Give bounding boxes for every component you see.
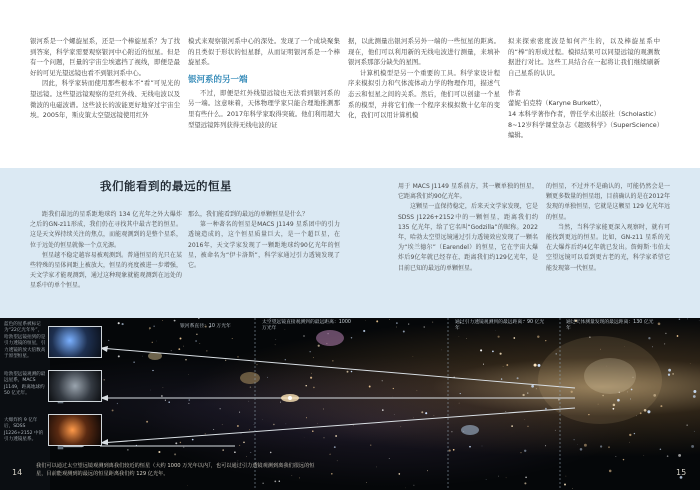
star: [239, 445, 240, 446]
star: [189, 399, 191, 401]
star: [243, 442, 245, 444]
feature-column-4: [546, 182, 670, 314]
star: [112, 409, 114, 411]
star: [366, 482, 367, 483]
star: [241, 433, 242, 434]
star: [501, 378, 502, 379]
feature-column-2: [188, 210, 340, 314]
star: [351, 337, 352, 338]
star: [525, 419, 526, 420]
star: [538, 364, 541, 367]
star: [572, 488, 573, 489]
star: [232, 338, 233, 339]
star: [453, 449, 455, 451]
star: [270, 452, 272, 454]
star: [545, 408, 547, 410]
star: [280, 402, 281, 403]
star: [498, 476, 499, 477]
paragraph: 的恒星，不过并不是确认的，可能仍然会是一颗更多数量的恒星组，目前确认的是在2012年发现的单独恒星，它就是这颗星 129 亿光年远的恒星。: [546, 183, 670, 221]
star: [425, 412, 427, 414]
paragraph: 当然，当科学家能更深入观察时，就有可能找到更远的恒星。比如，GN-z11 星系的光在大爆炸后约4亿年就已发出。詹姆斯·韦伯太空望远镜可以看到更古老的光，科学家希望它能发现第一代恒星。: [546, 223, 670, 272]
star: [506, 477, 507, 478]
star: [133, 362, 134, 363]
paragraph: 距我们最远的星系距地球约 134 亿光年之外大爆炸之后的GN-z11形成，我们仍在寻找其中最古老的恒星。这是天文界持续关注的焦点，而能观测到的是整个星系，位于远处的恒星就像一个点光源。: [30, 211, 182, 249]
star: [285, 359, 286, 360]
star: [174, 320, 176, 322]
star: [267, 377, 268, 378]
paragraph: 用于 MACS J1149 星系前方，其一颗单独的恒星，它距离我们约90亿光年。: [398, 183, 538, 201]
star: [403, 331, 405, 333]
scale-label-direct-observation: 太空望远镜直接观测到的最远距离：1000 万光年: [262, 320, 351, 332]
star: [146, 421, 148, 423]
star: [687, 425, 688, 426]
star: [517, 377, 519, 379]
star: [511, 425, 513, 427]
article-column-2: [188, 36, 340, 160]
star: [108, 340, 109, 341]
paragraph: 据，以此测量出银河系另外一端的一些恒星的距离。现在，他们可以利用新的无线电波进行测量，来填补银河系那部分缺失的星图。: [348, 37, 500, 67]
article-column-3: [348, 36, 500, 160]
star: [664, 343, 665, 344]
paragraph: 计算机模型是另一个重要的工具。科学家设计程序来模拟引力和气体流体动力学的物理作用，描述气态云和恒星之间的关系。然后，他们可以创建一个星系的模型，并将它们像一个程序来模拟数十亿年的变化，我们可以用计算机模: [348, 68, 500, 120]
paragraph: 第一种著名的恒星是MACS J1149 星系团中的引力透镜造成的，这个恒星质量巨大，是一个超巨星，在2016年，天文学家发现了一颗距地球约90亿光年的恒星，被命名为“伊卡洛斯”，科学家通过引力透镜发现了它。: [188, 221, 340, 270]
star: [331, 473, 333, 475]
star: [249, 401, 250, 402]
star: [537, 335, 539, 337]
star: [647, 410, 650, 413]
rail-note-bottom: 大爆炸约 9 亿年后，SDSS J1226+2152 中的引力透镜星系。: [4, 418, 44, 443]
star: [421, 411, 423, 413]
star: [313, 387, 315, 389]
star: [469, 446, 471, 448]
star: [389, 319, 390, 320]
star: [254, 424, 255, 425]
star: [152, 370, 153, 371]
star: [382, 380, 383, 381]
star: [306, 417, 307, 418]
star: [103, 379, 104, 380]
star: [693, 390, 696, 393]
star: [382, 409, 384, 411]
star: [165, 400, 166, 401]
star: [225, 360, 226, 361]
star: [616, 456, 617, 457]
star: [608, 446, 610, 448]
star: [332, 360, 333, 361]
star: [531, 385, 534, 388]
star: [257, 364, 258, 365]
feature-column-1: [30, 210, 182, 314]
star: [498, 336, 500, 338]
star: [274, 481, 276, 483]
scale-label-milky-way: 银河系直径：10 万光年: [180, 324, 231, 329]
star: [199, 343, 200, 344]
star: [413, 417, 414, 418]
star: [459, 336, 460, 337]
author-name: 蕾妮·伯克特（Karyne Burkett），: [508, 99, 606, 108]
star: [396, 322, 397, 323]
star: [600, 445, 602, 447]
paragraph: 恒星越不稳定越容易被观测到。普通恒星的光只在某些特殊的星体间距上被放大，恒星的亮度被进一步增强，天文学家才能观测到，通过这种现象就能观测到在远处的星系中的单个恒星。: [30, 251, 182, 290]
star: [142, 356, 143, 357]
star: [417, 390, 418, 391]
star: [175, 442, 177, 444]
star: [163, 387, 164, 388]
star: [318, 345, 320, 347]
star: [466, 338, 467, 339]
paragraph: 拟来探索密度波是如何产生的，以及棒旋星系中的“棒”的形成过程。模拟结果可以同望远镜的观测数据进行对比。这些工具结合在一起将让我们继续刷新自己星系的认识。: [508, 37, 660, 77]
star: [183, 346, 184, 347]
star: [566, 476, 567, 477]
section-subheading: 银河系的另一端: [188, 74, 248, 85]
star: [195, 340, 197, 342]
page-number-left: 14: [12, 468, 23, 477]
star: [691, 445, 694, 448]
star: [213, 429, 214, 430]
star: [192, 439, 194, 441]
star: [524, 482, 526, 484]
star: [660, 449, 662, 451]
galaxy-mid: [148, 330, 479, 435]
star: [263, 483, 264, 484]
star: [396, 327, 397, 328]
star: [317, 423, 318, 424]
star: [312, 430, 313, 431]
lens-galaxy-marker: [281, 394, 299, 402]
star: [335, 435, 337, 437]
star: [460, 393, 461, 394]
star: [609, 470, 612, 473]
author-label: 作者: [508, 89, 521, 98]
star: [629, 434, 631, 436]
star: [168, 401, 170, 403]
star: [188, 374, 189, 375]
paragraph: 模式来观察银河系中心的深处。发现了一个成块聚集的且类似于形状的恒星群，从而证明银河系是一个棒旋星系。: [188, 37, 340, 67]
star: [500, 353, 502, 355]
star: [286, 424, 287, 425]
star: [389, 458, 390, 459]
star: [534, 364, 537, 367]
rail-note-middle: 哈勃望远镜观测的最远星系，MACS J1149，距离地球约 50 亿光年。: [4, 372, 46, 397]
star: [413, 485, 414, 486]
feature-title: 我们能看到的最远的恒星: [100, 179, 232, 193]
star: [694, 431, 695, 432]
star: [451, 431, 452, 432]
star: [250, 452, 251, 453]
star: [196, 334, 197, 335]
author-bio: 14 本科学著作作者，曾任学术出版社（Scholastic）8~12岁科学课堂杂志《超级科学》（SuperScience）编辑。: [508, 109, 660, 140]
star: [337, 460, 338, 461]
star: [158, 451, 160, 453]
star: [250, 386, 251, 387]
star: [459, 403, 460, 404]
star: [239, 412, 240, 413]
article-top-section: [0, 0, 700, 160]
star: [171, 350, 172, 351]
star: [279, 480, 280, 481]
star: [313, 357, 314, 358]
feature-column-3: [398, 182, 538, 314]
star: [118, 322, 120, 324]
star: [665, 333, 666, 334]
star: [220, 408, 221, 409]
star: [668, 369, 671, 372]
star: [270, 318, 271, 319]
star: [644, 455, 645, 456]
star: [408, 324, 409, 325]
star: [154, 326, 155, 327]
star: [370, 445, 371, 446]
star: [545, 445, 546, 446]
star: [432, 322, 433, 323]
star: [152, 342, 153, 343]
paragraph: 不过，即便是红外线望远镜也无法看到银河系的另一端。这意味着，天体物理学家只能合理地推测那里有些什么。2017年科学家取得突破。他们利用超大型望远镜阵列获得无线电波的证: [188, 88, 340, 129]
article-column-1: [30, 36, 180, 160]
star: [275, 344, 276, 345]
star: [188, 403, 189, 404]
star: [117, 403, 118, 404]
star: [237, 356, 238, 357]
star: [237, 425, 239, 427]
star: [652, 346, 653, 347]
star: [584, 444, 587, 447]
image-thumbnail: [48, 326, 102, 358]
star: [525, 476, 527, 478]
paragraph: 那么，我们能看到的最远的单颗恒星是什么？: [188, 211, 309, 218]
star: [678, 454, 681, 457]
star: [527, 393, 528, 394]
star: [677, 335, 679, 337]
star: [400, 426, 401, 427]
star: [506, 364, 508, 366]
star: [672, 373, 674, 375]
star: [521, 452, 522, 453]
star: [394, 414, 395, 415]
star: [482, 446, 483, 447]
star: [323, 409, 324, 410]
star: [187, 485, 188, 486]
star: [480, 349, 482, 351]
star: [690, 363, 691, 364]
star: [545, 340, 546, 341]
star: [305, 385, 306, 386]
star: [205, 433, 206, 434]
image-thumbnail: [48, 370, 102, 402]
star: [522, 394, 524, 396]
star: [246, 456, 247, 457]
star: [310, 351, 311, 352]
star: [693, 395, 696, 398]
star: [658, 322, 661, 325]
star: [180, 338, 182, 340]
star: [574, 439, 575, 440]
star: [513, 337, 515, 339]
star: [413, 356, 414, 357]
star: [222, 424, 223, 425]
star: [127, 449, 128, 450]
star: [222, 449, 224, 451]
rail-note-top: 蓝色的星系被标记为“22亿光年外”，哈勃望远镜拍到的是引力透镜的恒星，引力透镜的放大倍数高于原型恒星。: [4, 322, 46, 360]
star: [323, 437, 324, 438]
star: [667, 455, 669, 457]
star: [527, 426, 528, 427]
star: [536, 388, 537, 389]
star: [118, 355, 120, 357]
star: [449, 450, 451, 452]
star: [634, 433, 635, 434]
star: [398, 473, 400, 475]
star: [351, 371, 353, 373]
star: [524, 450, 526, 452]
star: [273, 424, 274, 425]
star: [347, 371, 349, 373]
star: [183, 447, 184, 448]
star: [629, 442, 630, 443]
star: [679, 319, 681, 321]
star: [330, 454, 331, 455]
star: [687, 319, 688, 320]
star: [376, 320, 378, 322]
star: [303, 335, 305, 337]
page-number-right: 15: [676, 468, 687, 477]
star: [648, 337, 650, 339]
paragraph: 银河系是一个螺旋星系，还是一个棒旋星系？为了找到答案，科学家需要观察银河中心附近的恒星。但是有一个问题，巨量的宇宙尘埃遮挡了视线，即便是最好的可见光望远镜也看不到银河系中心。: [30, 37, 180, 77]
star: [623, 459, 624, 460]
star: [564, 483, 566, 485]
star: [180, 442, 181, 443]
galaxy-cluster-far: [538, 336, 662, 424]
light-path-arrows: [100, 348, 575, 446]
star: [122, 323, 124, 325]
star: [505, 411, 506, 412]
star: [311, 373, 312, 374]
star: [427, 470, 428, 471]
star: [149, 329, 150, 330]
star: [249, 429, 250, 430]
star: [393, 388, 394, 389]
image-thumbnail: [48, 414, 102, 446]
star: [376, 467, 377, 468]
star: [369, 386, 371, 388]
star: [206, 350, 207, 351]
star: [503, 366, 504, 367]
star: [178, 348, 180, 350]
star: [668, 374, 670, 376]
star: [555, 430, 556, 431]
star: [161, 395, 163, 397]
star: [660, 405, 662, 407]
star: [174, 453, 176, 455]
star: [275, 339, 276, 340]
star: [185, 359, 186, 360]
star: [234, 451, 236, 453]
star: [198, 318, 200, 319]
star: [424, 326, 425, 327]
star: [483, 364, 484, 365]
star: [363, 330, 365, 332]
star: [434, 415, 435, 416]
star: [334, 446, 336, 448]
star: [310, 377, 312, 379]
star: [149, 327, 151, 329]
star: [486, 479, 487, 480]
article-column-4: [508, 36, 660, 160]
star: [577, 444, 578, 445]
scale-label-lensing: 通过引力透镜观测到的最远距离：90 亿光年: [455, 320, 545, 332]
star: [492, 350, 494, 352]
star: [580, 448, 583, 451]
scale-label-farthest: 通过天体测量发现的最远距离：130 亿光年: [566, 320, 654, 332]
star: [162, 320, 163, 321]
paragraph: 因此，科学家转而使用那些根本不“看”可见光的望远镜。这些望远镜观察的是红外线、无线电波以及微波的电磁波谱。这些波长的波能更好地穿过宇宙尘埃。2005年，斯皮策太空望远镜使用红外: [30, 79, 180, 120]
star: [441, 350, 442, 351]
illustration-caption: 我们可以通过太空望远镜观测到离我们较近的恒星（大约 1000 万光年以内），也可以通过引力透镜观测到离我们很远的恒星，目前能观测到的最远的恒星距离我们约 129 亿光年。: [36, 463, 315, 477]
paragraph: 这颗星一直保持稳定，后来天文学家发现，它是SDSS J1226+2152中的一颗恒星，距离我们约 135 亿光年，给了它名叫“Godzilla”的昵称。2022年，哈勃太空望远镜通过引力透镜效应发现了一颗名为“埃兰德尔”（Earendel）的恒星，它在宇宙大爆炸后9亿年就已经存在，距离我们约129亿光年，是目前已知的最远的单颗恒星。: [398, 203, 538, 272]
